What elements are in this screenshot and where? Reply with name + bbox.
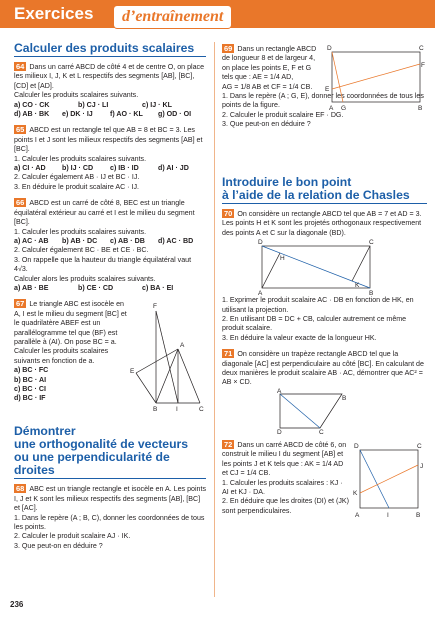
column-divider xyxy=(214,42,215,597)
label-A: A xyxy=(258,290,263,298)
item: c) BA · EI xyxy=(142,283,174,292)
question: 3. On rappelle que la hauteur du triangle équilatéral vaut 4√3. xyxy=(14,255,192,274)
item: c) BC · CI xyxy=(14,385,46,393)
label-C: C xyxy=(369,239,374,247)
label-B: B xyxy=(342,394,347,402)
label-K: K xyxy=(353,489,358,497)
label-C: C xyxy=(419,45,424,52)
question: 2. En utilisant DB = DC + CB, calculer autrement ce même produit scalaire. xyxy=(222,315,407,333)
item: d) AB · BK xyxy=(14,110,50,119)
question: 2. Calculer également BC · BE et CE · BC. xyxy=(14,246,149,255)
question: 2. Calculer le produit scalaire EF · DG. xyxy=(222,110,344,119)
label-C: C xyxy=(319,428,324,436)
section-title-line: Démontrer xyxy=(14,424,76,439)
label-A: A xyxy=(355,511,360,519)
figure-70 xyxy=(222,238,427,296)
label-A: A xyxy=(277,387,282,395)
item: a) CI · AD xyxy=(14,164,46,173)
exercise-instruction: Calculer les produits scalaires suivants. xyxy=(14,91,139,100)
label-I: I xyxy=(176,406,178,414)
item: b) CJ · LI xyxy=(78,100,109,109)
exercise-text: Dans un carré ABCD de côté 4 et de centre O, on place les milieux I, J, K et L respectifs des segments [AB], [BC], [CD] et [AD]. xyxy=(14,63,205,90)
page-number: 236 xyxy=(10,600,24,609)
item: c) AB · DB xyxy=(110,236,145,245)
label-J: J xyxy=(420,462,424,470)
item: b) BC · AI xyxy=(14,375,47,384)
item: d) AC · BD xyxy=(158,236,194,245)
items-row xyxy=(14,237,206,246)
exercise-instruction: Calculer les produits scalaires suivants en fonction de a. xyxy=(14,347,109,365)
question: 2. Calculer le produit scalaire AJ · IK. xyxy=(14,532,131,541)
question: 3. Que peut-on en déduire ? xyxy=(14,541,103,550)
question: 1. Dans le repère (A ; G, E), donner les coordonnées de tous les points de la figure. xyxy=(222,92,424,110)
label-G: G xyxy=(341,105,347,112)
label-H: H xyxy=(280,255,285,263)
label-K: K xyxy=(355,282,360,290)
label-F: F xyxy=(421,62,425,69)
exercise-text: Dans un rectangle ABCD de longueur 8 et de largeur 4, on place les points E, F et G tels que : AE = 1/4 AD, xyxy=(222,45,317,82)
question: 1. Dans le repère (A ; B, C), donner les coordonnées de tous les points. xyxy=(14,513,205,531)
item: a) AC · AB xyxy=(14,236,49,245)
question: 1. Calculer les produits scalaires suivants. xyxy=(14,154,147,163)
header-exercises: Exercices xyxy=(14,4,94,23)
label-C: C xyxy=(199,406,204,414)
section-title-line: à l’aide de la relation de Chasles xyxy=(222,188,410,202)
exercise-text: ABCD est un carré de côté 8, BEC est un triangle équilatéral extérieur au carré et I est le milieu du segment [BC]. xyxy=(14,199,195,227)
item: d) AI · JD xyxy=(158,164,189,173)
section-title-3 xyxy=(222,176,427,204)
label-D: D xyxy=(277,428,282,436)
exercise-text-2: Les points H et K sont les projetés orthogonaux respectivement des points A et C sur la diagonale (BD). xyxy=(222,219,422,237)
exercise-69 xyxy=(222,44,427,170)
section-title-line: Introduire le bon point xyxy=(222,175,352,189)
exercise-text: Dans un carré ABCD de côté 6, on construit le milieu I du segment [AB] et les points J et K tels que : AK = 1/4 AD et CJ = 1/4 CB. xyxy=(222,440,347,478)
label-C: C xyxy=(417,442,422,450)
item: a) AB · BE xyxy=(14,283,49,292)
page-header xyxy=(0,0,435,34)
label-D: D xyxy=(258,239,263,247)
exercise-69-text xyxy=(222,44,318,92)
exercise-number: 69 xyxy=(224,44,233,53)
question: 3. En déduire la valeur exacte de la longueur HK. xyxy=(222,333,377,342)
items-row xyxy=(14,101,206,110)
exercise-number: 67 xyxy=(16,299,25,309)
label-F: F xyxy=(153,303,157,311)
figure-71 xyxy=(222,388,427,434)
question: 1. Calculer les produits scalaires suivants. xyxy=(14,227,147,236)
exercise-text: On considère un rectangle ABCD tel que AB = 7 et AD = 3. xyxy=(237,210,422,218)
exercise-68 xyxy=(14,484,206,551)
exercise-number: 66 xyxy=(16,198,25,208)
exercise-number: 72 xyxy=(224,439,233,449)
item: c) IB · ID xyxy=(110,164,139,173)
question: 3. Que peut-on en déduire ? xyxy=(222,120,311,129)
item: c) IJ · KL xyxy=(142,100,172,109)
exercise-64 xyxy=(14,62,206,119)
item: d) BC · IF xyxy=(14,394,46,403)
header-training: d’entraînement xyxy=(114,6,231,28)
question: 1. Calculer les produits scalaires : KJ · AI et KJ · DA. xyxy=(222,478,343,496)
figure-72 xyxy=(350,440,426,520)
section-title-2 xyxy=(14,425,206,479)
items-row xyxy=(14,110,206,119)
exercise-number: 64 xyxy=(16,62,25,71)
exercise-67 xyxy=(14,299,206,419)
label-B: B xyxy=(418,105,423,112)
item: a) CO · CK xyxy=(14,100,50,109)
label-A: A xyxy=(329,105,334,112)
exercise-text: Le triangle ABC est isocèle en A, I est le milieu du segment [BC] et le quadrilatère ABEF est un parallélogramme tel que (BF) est parallèle à (AI). On pose BC = a. xyxy=(14,300,127,346)
item: b) AB · DC xyxy=(62,236,98,245)
section-title-line: une orthogonalité de vecteurs xyxy=(14,437,189,452)
question: Calculer alors les produits scalaires suivants. xyxy=(14,274,156,283)
item: e) DK · IJ xyxy=(62,110,93,119)
label-B: B xyxy=(369,290,374,298)
label-E: E xyxy=(130,368,135,376)
item: a) BC · FC xyxy=(14,366,49,375)
label-A: A xyxy=(180,342,185,350)
figure-69 xyxy=(322,44,426,114)
items-row xyxy=(14,284,206,293)
exercise-text: ABC est un triangle rectangle et isocèle en A. Les points I, J et K sont les milieux respectifs des segments [AB], [BC] et [AC]. xyxy=(14,485,207,513)
exercise-number: 68 xyxy=(16,484,25,494)
exercise-71 xyxy=(222,349,427,434)
question: 3. En déduire le produit scalaire AC · IJ. xyxy=(14,182,139,191)
label-E: E xyxy=(325,86,330,93)
label-B: B xyxy=(416,511,421,519)
exercise-number: 65 xyxy=(16,125,25,135)
question: 1. Exprimer le produit scalaire AC · DB en fonction de HK, en utilisant la projection. xyxy=(222,296,414,314)
item: b) CE · CD xyxy=(78,283,114,292)
question: 2. Calculer également AB · IJ et BC · IJ. xyxy=(14,173,140,182)
item: g) OD · OI xyxy=(158,110,192,119)
item: b) IJ · CD xyxy=(62,164,94,173)
exercise-72 xyxy=(222,440,427,532)
exercise-text: ABCD est un rectangle tel que AB = 8 et BC = 3. Les points I et J sont les milieux respectifs des segments [AB] et [BC]. xyxy=(14,126,203,154)
items-row xyxy=(14,164,206,173)
exercise-70 xyxy=(222,209,427,343)
label-D: D xyxy=(354,442,359,450)
section-title-1: Calculer des produits scalaires xyxy=(14,42,206,57)
section-title-line: ou une perpendicularité de droites xyxy=(14,450,170,478)
label-B: B xyxy=(153,406,158,414)
exercise-text: On considère un trapèze rectangle ABCD tel que la diagonale [AC] est perpendiculaire au côté [BC]. En calculant de deux manières le produit scalaire AB · AC, démontrer que AC² = AB × CD. xyxy=(222,350,424,387)
exercise-number: 71 xyxy=(224,349,233,359)
exercise-65 xyxy=(14,125,206,192)
item: f) AO · KL xyxy=(110,110,143,119)
left-column xyxy=(14,42,206,557)
question: 2. En déduire que les droites (DI) et (JK) sont perpendiculaires. xyxy=(222,497,349,515)
label-D: D xyxy=(327,45,332,52)
equation: AG = 1/8 AB et CF = 1/4 CB. xyxy=(222,82,313,91)
label-I: I xyxy=(387,511,389,519)
exercise-66 xyxy=(14,198,206,293)
figure-67 xyxy=(130,299,206,417)
exercise-number: 70 xyxy=(224,209,233,218)
right-column xyxy=(222,44,427,538)
